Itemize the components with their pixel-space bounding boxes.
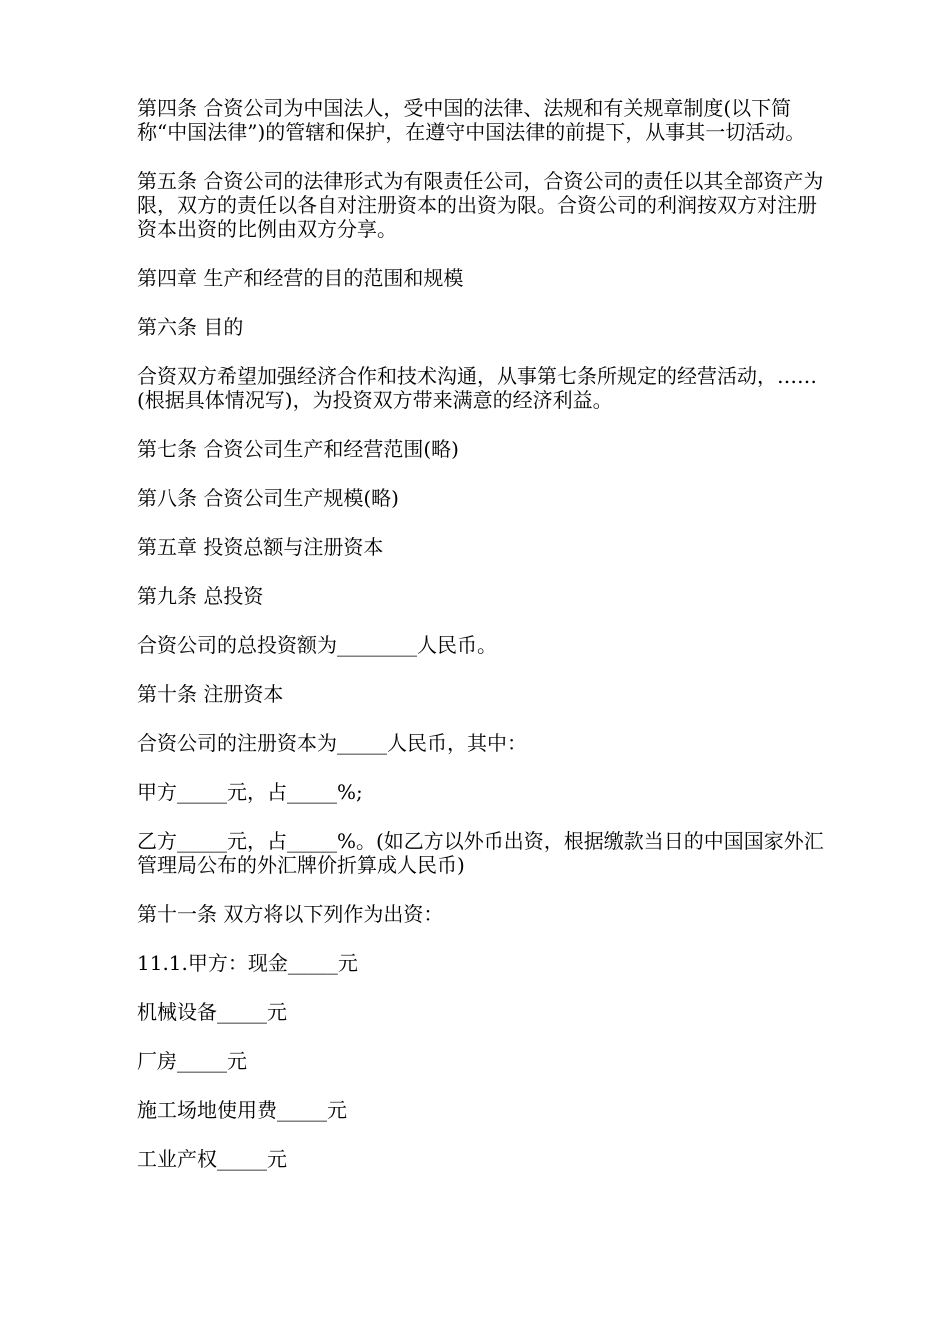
- article-7: 第七条 合资公司生产和经营范围(略): [137, 437, 459, 461]
- list-item-equipment: 机械设备_____元: [137, 1000, 287, 1024]
- article-9-body: 合资公司的总投资额为________人民币。: [137, 633, 497, 657]
- article-11-1: 11.1.甲方：现金_____元: [137, 951, 358, 975]
- chapter-5-heading: 第五章 投资总额与注册资本: [137, 535, 384, 559]
- document-page: [137, 96, 827, 1196]
- article-6-heading: 第六条 目的: [137, 315, 244, 339]
- chapter-4-heading: 第四章 生产和经营的目的范围和规模: [137, 266, 464, 290]
- party-a-share: 甲方_____元，占_____%;: [137, 780, 363, 804]
- article-10-heading: 第十条 注册资本: [137, 682, 284, 706]
- article-5: 第五条 合资公司的法律形式为有限责任公司，合资公司的责任以其全部资产为限，双方的责任以各自对注册资本的出资为限。合资公司的利润按双方对注册资本出资的比例由双方分享。: [137, 169, 824, 241]
- article-4: 第四条 合资公司为中国法人，受中国的法律、法规和有关规章制度(以下简称“中国法律”)的管辖和保护，在遵守中国法律的前提下，从事其一切活动。: [137, 96, 806, 144]
- article-9-heading: 第九条 总投资: [137, 584, 264, 608]
- party-b-share: 乙方_____元，占_____%。(如乙方以外币出资，根据缴款当日的中国国家外汇管理局公布的外汇牌价折算成人民币): [137, 829, 824, 877]
- list-item-site-fee: 施工场地使用费_____元: [137, 1098, 347, 1122]
- article-6-body: 合资双方希望加强经济合作和技术沟通，从事第七条所规定的经营活动，……(根据具体情况写)，为投资双方带来满意的经济利益。: [137, 364, 817, 412]
- article-10-body: 合资公司的注册资本为_____人民币，其中：: [137, 731, 527, 755]
- article-11-heading: 第十一条 双方将以下列作为出资：: [137, 902, 444, 926]
- list-item-plant: 厂房_____元: [137, 1049, 247, 1073]
- article-8: 第八条 合资公司生产规模(略): [137, 486, 399, 510]
- list-item-ip: 工业产权_____元: [137, 1147, 287, 1171]
